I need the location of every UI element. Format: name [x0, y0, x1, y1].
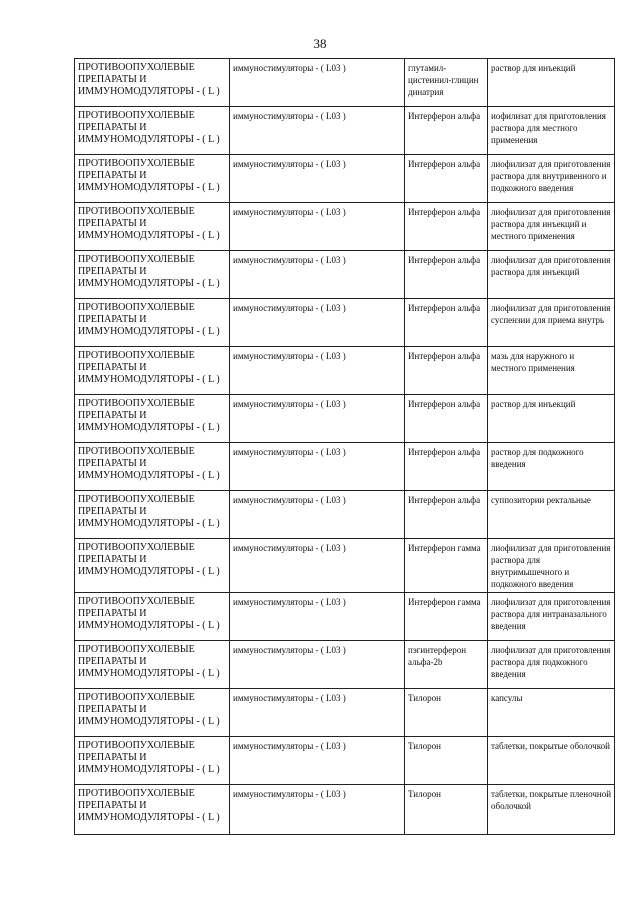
- table-row: [75, 155, 615, 203]
- subgroup-cell: иммуностимуляторы - ( L03 ): [230, 347, 405, 395]
- table-row: [75, 395, 615, 443]
- dosage-form-cell: раствор для инъекций: [488, 59, 615, 107]
- dosage-form-cell: таблетки, покрытые пленочной оболочкой: [488, 785, 615, 835]
- subgroup-cell: иммуностимуляторы - ( L03 ): [230, 443, 405, 491]
- table-row: [75, 59, 615, 107]
- dosage-form-cell: иофилизат для приготовления раствора для местного применения: [488, 107, 615, 155]
- drug-name-cell: Интерферон альфа: [405, 155, 488, 203]
- dosage-form-cell: лиофилизат для приготовления раствора для инъекций и местного применения: [488, 203, 615, 251]
- dosage-form-cell: лиофилизат для приготовления раствора для инъекций: [488, 251, 615, 299]
- subgroup-cell: иммуностимуляторы - ( L03 ): [230, 737, 405, 785]
- dosage-form-cell: лиофилизат для приготовления раствора для внутривенного и подкожного введения: [488, 155, 615, 203]
- subgroup-cell: иммуностимуляторы - ( L03 ): [230, 641, 405, 689]
- table-row: [75, 299, 615, 347]
- drug-name-cell: Интерферон альфа: [405, 251, 488, 299]
- drug-name-cell: глутамил-цистеинил-глицин динатрия: [405, 59, 488, 107]
- pharmacological-group-cell: ПРОТИВООПУХОЛЕВЫЕ ПРЕПАРАТЫ И ИММУНОМОДУЛЯТОРЫ - ( L ): [75, 107, 230, 155]
- drug-name-cell: Интерферон альфа: [405, 347, 488, 395]
- subgroup-cell: иммуностимуляторы - ( L03 ): [230, 593, 405, 641]
- table-row: [75, 641, 615, 689]
- pharmacological-group-cell: ПРОТИВООПУХОЛЕВЫЕ ПРЕПАРАТЫ И ИММУНОМОДУЛЯТОРЫ - ( L ): [75, 203, 230, 251]
- page-number: 38: [313, 36, 327, 51]
- pharmacological-group-cell: ПРОТИВООПУХОЛЕВЫЕ ПРЕПАРАТЫ И ИММУНОМОДУЛЯТОРЫ - ( L ): [75, 347, 230, 395]
- drug-name-cell: Интерферон альфа: [405, 299, 488, 347]
- table-row: [75, 203, 615, 251]
- dosage-form-cell: раствор для подкожного введения: [488, 443, 615, 491]
- dosage-form-cell: таблетки, покрытые оболочкой: [488, 737, 615, 785]
- dosage-form-cell: лиофилизат для приготовления раствора для внутримышечного и подкожного введения: [488, 539, 615, 593]
- dosage-form-cell: мазь для наружного и местного применения: [488, 347, 615, 395]
- table-row: [75, 251, 615, 299]
- pharmacological-group-cell: ПРОТИВООПУХОЛЕВЫЕ ПРЕПАРАТЫ И ИММУНОМОДУЛЯТОРЫ - ( L ): [75, 59, 230, 107]
- subgroup-cell: иммуностимуляторы - ( L03 ): [230, 299, 405, 347]
- pharmacological-group-cell: ПРОТИВООПУХОЛЕВЫЕ ПРЕПАРАТЫ И ИММУНОМОДУЛЯТОРЫ - ( L ): [75, 395, 230, 443]
- pharmacological-group-cell: ПРОТИВООПУХОЛЕВЫЕ ПРЕПАРАТЫ И ИММУНОМОДУЛЯТОРЫ - ( L ): [75, 641, 230, 689]
- drug-name-cell: Интерферон альфа: [405, 491, 488, 539]
- subgroup-cell: иммуностимуляторы - ( L03 ): [230, 785, 405, 835]
- pharmacological-group-cell: ПРОТИВООПУХОЛЕВЫЕ ПРЕПАРАТЫ И ИММУНОМОДУЛЯТОРЫ - ( L ): [75, 785, 230, 835]
- subgroup-cell: иммуностимуляторы - ( L03 ): [230, 689, 405, 737]
- table-row: [75, 443, 615, 491]
- drug-name-cell: Тилорон: [405, 785, 488, 835]
- pharmacological-group-cell: ПРОТИВООПУХОЛЕВЫЕ ПРЕПАРАТЫ И ИММУНОМОДУЛЯТОРЫ - ( L ): [75, 539, 230, 593]
- table-row: [75, 491, 615, 539]
- dosage-form-cell: лиофилизат для приготовления раствора для интраназального введения: [488, 593, 615, 641]
- pharmacological-group-cell: ПРОТИВООПУХОЛЕВЫЕ ПРЕПАРАТЫ И ИММУНОМОДУЛЯТОРЫ - ( L ): [75, 593, 230, 641]
- drug-name-cell: Тилорон: [405, 689, 488, 737]
- subgroup-cell: иммуностимуляторы - ( L03 ): [230, 59, 405, 107]
- dosage-form-cell: суппозитории ректальные: [488, 491, 615, 539]
- table-row: [75, 539, 615, 593]
- drug-name-cell: пэгинтерферон альфа-2b: [405, 641, 488, 689]
- table-row: [75, 107, 615, 155]
- drug-name-cell: Интерферон альфа: [405, 395, 488, 443]
- table-row: [75, 593, 615, 641]
- pharmacological-group-cell: ПРОТИВООПУХОЛЕВЫЕ ПРЕПАРАТЫ И ИММУНОМОДУЛЯТОРЫ - ( L ): [75, 491, 230, 539]
- pharmacological-group-cell: ПРОТИВООПУХОЛЕВЫЕ ПРЕПАРАТЫ И ИММУНОМОДУЛЯТОРЫ - ( L ): [75, 443, 230, 491]
- drug-name-cell: Интерферон гамма: [405, 593, 488, 641]
- subgroup-cell: иммуностимуляторы - ( L03 ): [230, 107, 405, 155]
- subgroup-cell: иммуностимуляторы - ( L03 ): [230, 155, 405, 203]
- pharmacological-group-cell: ПРОТИВООПУХОЛЕВЫЕ ПРЕПАРАТЫ И ИММУНОМОДУЛЯТОРЫ - ( L ): [75, 689, 230, 737]
- subgroup-cell: иммуностимуляторы - ( L03 ): [230, 251, 405, 299]
- pharmacological-group-cell: ПРОТИВООПУХОЛЕВЫЕ ПРЕПАРАТЫ И ИММУНОМОДУЛЯТОРЫ - ( L ): [75, 155, 230, 203]
- drug-name-cell: Интерферон альфа: [405, 203, 488, 251]
- drug-name-cell: Тилорон: [405, 737, 488, 785]
- dosage-form-cell: капсулы: [488, 689, 615, 737]
- drug-name-cell: Интерферон гамма: [405, 539, 488, 593]
- dosage-form-cell: раствор для инъекций: [488, 395, 615, 443]
- subgroup-cell: иммуностимуляторы - ( L03 ): [230, 491, 405, 539]
- pharmacological-group-cell: ПРОТИВООПУХОЛЕВЫЕ ПРЕПАРАТЫ И ИММУНОМОДУЛЯТОРЫ - ( L ): [75, 299, 230, 347]
- dosage-form-cell: лиофилизат для приготовления раствора для подкожного введения: [488, 641, 615, 689]
- subgroup-cell: иммуностимуляторы - ( L03 ): [230, 539, 405, 593]
- table-row: [75, 785, 615, 835]
- table-row: [75, 689, 615, 737]
- drug-name-cell: Интерферон альфа: [405, 443, 488, 491]
- subgroup-cell: иммуностимуляторы - ( L03 ): [230, 203, 405, 251]
- table-row: [75, 737, 615, 785]
- drug-name-cell: Интерферон альфа: [405, 107, 488, 155]
- pharmacological-group-cell: ПРОТИВООПУХОЛЕВЫЕ ПРЕПАРАТЫ И ИММУНОМОДУЛЯТОРЫ - ( L ): [75, 251, 230, 299]
- table-row: [75, 347, 615, 395]
- pharmacological-group-cell: ПРОТИВООПУХОЛЕВЫЕ ПРЕПАРАТЫ И ИММУНОМОДУЛЯТОРЫ - ( L ): [75, 737, 230, 785]
- drug-table: [74, 58, 615, 835]
- dosage-form-cell: лиофилизат для приготовления суспензии для приема внутрь: [488, 299, 615, 347]
- subgroup-cell: иммуностимуляторы - ( L03 ): [230, 395, 405, 443]
